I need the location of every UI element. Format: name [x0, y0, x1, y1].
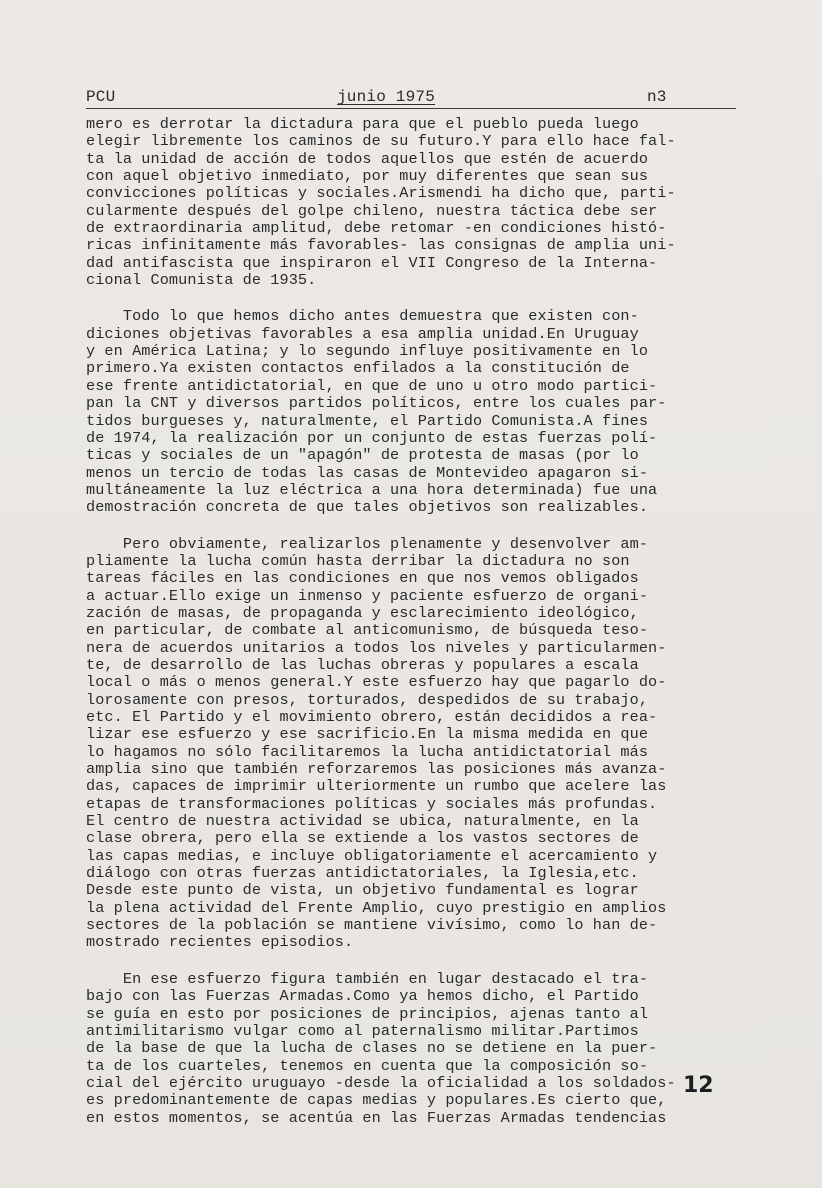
text-line: en estos momentos, se acentúa en las Fuerzas Armadas tendencias	[86, 1108, 667, 1127]
header-date: junio 1975	[337, 88, 436, 106]
text-line: tareas fáciles en las condiciones en que nos vemos obligados	[86, 569, 639, 588]
text-line: se guía en esto por posiciones de principios, ajenas tanto al	[86, 1004, 649, 1023]
text-line: etapas de transformaciones políticas y sociales más profundas.	[86, 794, 658, 813]
paragraph	[86, 308, 746, 516]
text-line: lo hagamos no sólo facilitaremos la lucha antidictatorial más	[86, 742, 649, 761]
text-line: ticas y sociales de un "apagón" de protesta de masas (por lo	[86, 446, 639, 465]
text-line: amplia sino que también reforzaremos las posiciones más avanza-	[86, 760, 667, 779]
body-text	[86, 116, 746, 1146]
text-line: Pero obviamente, realizarlos plenamente y desenvolver am-	[86, 534, 649, 553]
header-rule	[86, 108, 736, 109]
text-line: mostrado recientes episodios.	[86, 933, 354, 952]
text-line: con aquel objetivo inmediato, por muy diferentes que sean sus	[86, 167, 649, 186]
text-line: ese frente antidictatorial, en que de uno u otro modo partici-	[86, 376, 658, 395]
text-line: pliamente la lucha común hasta derribar la dictadura no son	[86, 551, 630, 570]
text-line: tidos burgueses y, naturalmente, el Partido Comunista.A fines	[86, 411, 649, 430]
text-line: las capas medias, e incluye obligatoriamente el acercamiento y	[86, 846, 658, 865]
text-line: Desde este punto de vista, un objetivo fundamental es lograr	[86, 881, 639, 900]
text-line: dad antifascista que inspiraron el VII Congreso de la Interna-	[86, 253, 658, 272]
text-line: ta la unidad de acción de todos aquellos que estén de acuerdo	[86, 149, 649, 168]
text-line: lorosamente con presos, torturados, despedidos de su trabajo,	[86, 690, 649, 709]
text-line: sectores de la población se mantiene vivísimo, como lo han de-	[86, 916, 658, 935]
text-line: das, capaces de imprimir ulteriormente un rumbo que acelere las	[86, 777, 667, 796]
text-line: en particular, de combate al anticomunismo, de búsqueda teso-	[86, 621, 649, 640]
text-line: de la base de que la lucha de clases no se detiene en la puer-	[86, 1039, 658, 1058]
text-line: diciones objetivas favorables a esa amplia unidad.En Uruguay	[86, 324, 639, 343]
text-line: lizar ese esfuerzo y ese sacrificio.En la misma medida en que	[86, 725, 649, 744]
text-line: nera de acuerdos unitarios a todos los niveles y particularmen-	[86, 638, 667, 657]
text-line: cularmente después del golpe chileno, nuestra táctica debe ser	[86, 201, 658, 220]
text-line: En ese esfuerzo figura también en lugar destacado el tra-	[86, 969, 649, 988]
text-line: primero.Ya existen contactos enfilados a la constitución de	[86, 359, 630, 378]
text-line: cial del ejército uruguayo -desde la oficialidad a los soldados-	[86, 1073, 676, 1092]
text-line: bajo con las Fuerzas Armadas.Como ya hemos dicho, el Partido	[86, 987, 639, 1006]
text-line: etc. El Partido y el movimiento obrero, están decididos a rea-	[86, 708, 658, 726]
text-line: menos un tercio de todas las casas de Montevideo apagaron si-	[86, 463, 649, 482]
text-line: pan la CNT y diversos partidos políticos, entre los cuales par-	[86, 394, 667, 413]
text-line: la plena actividad del Frente Amplio, cuyo prestigio en amplios	[86, 898, 667, 917]
text-line: y en América Latina; y lo segundo influye positivamente en lo	[86, 342, 649, 361]
paragraph	[86, 116, 746, 289]
page-number: 12	[683, 1073, 714, 1098]
text-line: diálogo con otras fuerzas antidictatoriales, la Iglesia,etc.	[86, 864, 639, 883]
text-line: te, de desarrollo de las luchas obreras y populares a escala	[86, 655, 639, 674]
text-line: Todo lo que hemos dicho antes demuestra que existen con-	[86, 307, 639, 326]
header-publication: PCU	[86, 88, 116, 106]
text-line: multáneamente la luz eléctrica a una hora determinada) fue una	[86, 480, 658, 499]
text-line: cional Comunista de 1935.	[86, 271, 317, 290]
text-line: clase obrera, pero ella se extiende a los vastos sectores de	[86, 829, 639, 848]
text-line: ricas infinitamente más favorables- las consignas de amplia uni-	[86, 236, 676, 255]
text-line: demostración concreta de que tales objetivos son realizables.	[86, 498, 649, 517]
text-line: elegir libremente los caminos de su futuro.Y para ello hace fal-	[86, 132, 676, 151]
text-line: convicciones políticas y sociales.Arismendi ha dicho que, parti-	[86, 184, 676, 203]
paragraph	[86, 536, 746, 952]
header-issue-number: n3	[647, 88, 667, 106]
text-line: es predominantemente de capas medias y populares.Es cierto que,	[86, 1091, 667, 1110]
text-line: a actuar.Ello exige un inmenso y paciente esfuerzo de organi-	[86, 586, 649, 605]
text-line: El centro de nuestra actividad se ubica, naturalmente, en la	[86, 812, 639, 831]
text-line: ta de los cuarteles, tenemos en cuenta que la composición so-	[86, 1056, 649, 1075]
text-line: local o más o menos general.Y este esfuerzo hay que pagarlo do-	[86, 673, 667, 692]
paragraph	[86, 971, 746, 1127]
text-line: zación de masas, de propaganda y esclarecimiento ideológico,	[86, 603, 639, 622]
text-line: de 1974, la realización por un conjunto de estas fuerzas polí-	[86, 428, 658, 447]
text-line: antimilitarismo vulgar como al paternalismo militar.Partimos	[86, 1021, 639, 1040]
text-line: de extraordinaria amplitud, debe retomar -en condiciones histó-	[86, 219, 667, 238]
text-line: mero es derrotar la dictadura para que el pueblo pueda luego	[86, 115, 639, 133]
